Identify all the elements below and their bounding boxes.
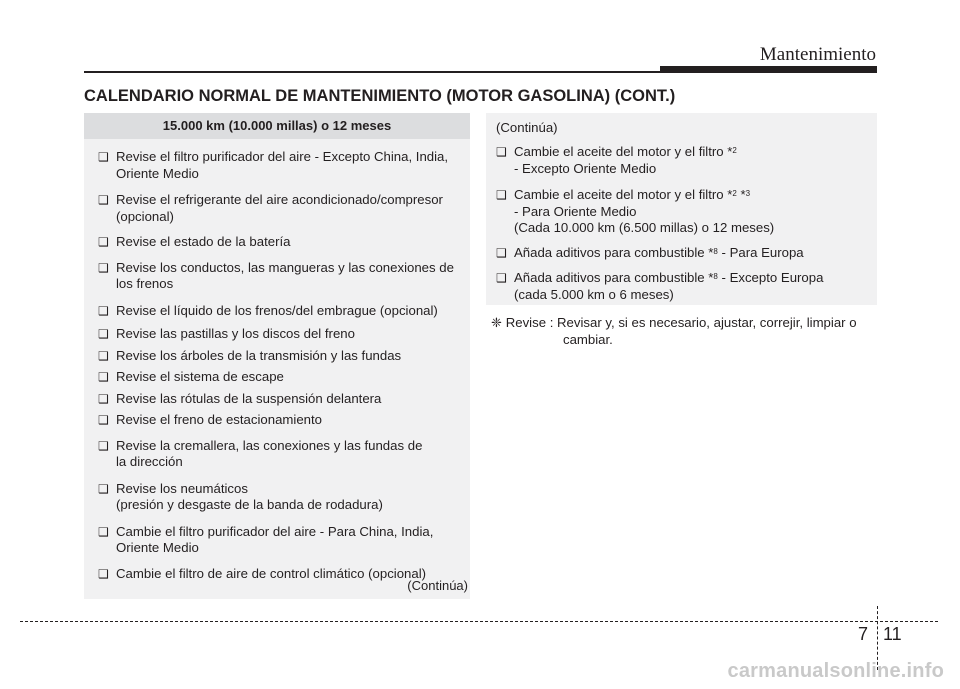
checkbox-icon: ❑ [98, 481, 109, 496]
list-item [496, 245, 866, 262]
checkbox-icon: ❑ [98, 235, 109, 249]
list-item [98, 481, 462, 514]
item-text: Revise las rótulas de la suspensión delantera [116, 390, 382, 406]
item-text: Añada aditivos para combustible * [514, 244, 714, 260]
list-item [98, 303, 462, 320]
note-line1: Revise : Revisar y, si es necesario, ajustar, correjir, limpiar o [505, 315, 857, 330]
checkbox-icon: ❑ [98, 438, 109, 453]
item-text: Cambie el aceite del motor y el filtro * [514, 187, 733, 202]
list-item [98, 192, 462, 225]
item-text-cont: - Excepto Oriente Medio [514, 160, 657, 176]
footer-divider [20, 621, 938, 622]
continues-label: (Continúa) [407, 578, 468, 593]
item-text: Revise los conductos, las mangueras y las conexiones de [116, 259, 454, 275]
item-text: Añada aditivos para combustible * [514, 270, 714, 285]
footnote-ref: 2 [732, 189, 737, 198]
checkbox-icon: ❑ [496, 245, 507, 260]
item-text: Revise el líquido de los frenos/del embrague (opcional) [116, 302, 438, 318]
checkbox-icon: ❑ [98, 348, 109, 363]
checkbox-icon: ❑ [496, 188, 507, 202]
maintenance-panel-left [84, 113, 470, 599]
item-text-cont: - Para Oriente Medio [514, 203, 637, 219]
item-text: Cambie el filtro de aire de control climático (opcional) [116, 565, 427, 581]
section-title: CALENDARIO NORMAL DE MANTENIMIENTO (MOTOR GASOLINA) (CONT.) [84, 87, 676, 105]
item-text: Revise la cremallera, las conexiones y las fundas de [116, 437, 423, 453]
footnote-ref: 8 [713, 246, 718, 256]
item-text: Revise el estado de la batería [116, 234, 291, 249]
item-text-cont: Oriente Medio [116, 165, 199, 181]
list-item [98, 438, 462, 471]
list-item [98, 412, 462, 429]
continued-label: (Continúa) [496, 120, 558, 135]
header-rule [84, 71, 664, 73]
list-item [98, 348, 462, 365]
checkbox-icon: ❑ [98, 193, 109, 207]
list-item [98, 326, 462, 343]
maintenance-list-left [84, 139, 470, 582]
maintenance-list-right [496, 144, 866, 303]
item-text: Cambie el aceite del motor y el filtro * [514, 144, 733, 159]
checkbox-icon: ❑ [496, 271, 507, 285]
item-text-cont: Oriente Medio [116, 540, 199, 555]
checkbox-icon: ❑ [98, 260, 109, 275]
item-text: Revise los neumáticos [116, 480, 248, 496]
footnote-ref: 8 [713, 272, 718, 281]
interval-heading: 15.000 km (10.000 millas) o 12 meses [84, 113, 470, 139]
note-line2: cambiar. [563, 331, 613, 347]
maintenance-panel-right [486, 113, 877, 305]
list-item [98, 391, 462, 408]
checkbox-icon: ❑ [98, 327, 109, 341]
list-item [98, 149, 462, 182]
item-text-cont: (opcional) [116, 208, 174, 224]
page-number: 11 [883, 624, 902, 644]
item-text-rest: - Excepto Europa [717, 270, 824, 285]
definition-note [491, 315, 883, 348]
list-item [98, 524, 462, 557]
item-text-mid: * [736, 187, 746, 202]
item-text-cont: (presión y desgaste de la banda de rodadura) [116, 497, 383, 512]
list-item [496, 270, 866, 303]
watermark: carmanualsonline.info [727, 660, 944, 682]
item-text-cont: (cada 5.000 km o 6 meses) [514, 286, 674, 302]
checkbox-icon: ❑ [98, 413, 109, 427]
checkbox-icon: ❑ [98, 391, 109, 406]
checkbox-icon: ❑ [98, 566, 109, 581]
footnote-ref: 2 [732, 146, 737, 155]
item-text-rest: - Para Europa [717, 244, 804, 260]
list-item [98, 234, 462, 251]
checkbox-icon: ❑ [98, 524, 109, 539]
header-rule-thick [660, 66, 877, 73]
item-text: Revise el filtro purificador del aire - Excepto China, India, [116, 149, 449, 164]
chapter-number: 7 [858, 624, 869, 644]
list-item [98, 369, 462, 386]
item-text-cont: los frenos [116, 276, 174, 291]
item-text-cont: la dirección [116, 454, 183, 469]
note-symbol-icon: ❈ [491, 315, 503, 330]
item-text: Revise las pastillas y los discos del freno [116, 326, 355, 341]
checkbox-icon: ❑ [98, 303, 109, 318]
list-item [496, 187, 866, 237]
header-title: Mantenimiento [759, 44, 876, 65]
checkbox-icon: ❑ [496, 145, 507, 159]
checkbox-icon: ❑ [98, 150, 109, 164]
footnote-ref: 3 [745, 189, 751, 198]
item-text-cont: (Cada 10.000 km (6.500 millas) o 12 meses) [514, 220, 775, 235]
list-item [98, 260, 462, 293]
item-text: Revise el sistema de escape [116, 369, 284, 384]
item-text: Revise los árboles de la transmisión y las fundas [116, 347, 402, 363]
checkbox-icon: ❑ [98, 370, 109, 384]
item-text: Revise el refrigerante del aire acondicionado/compresor [116, 192, 443, 207]
list-item [496, 144, 866, 177]
item-text: Revise el freno de estacionamiento [116, 412, 322, 427]
item-text: Cambie el filtro purificador del aire - Para China, India, [116, 523, 434, 539]
